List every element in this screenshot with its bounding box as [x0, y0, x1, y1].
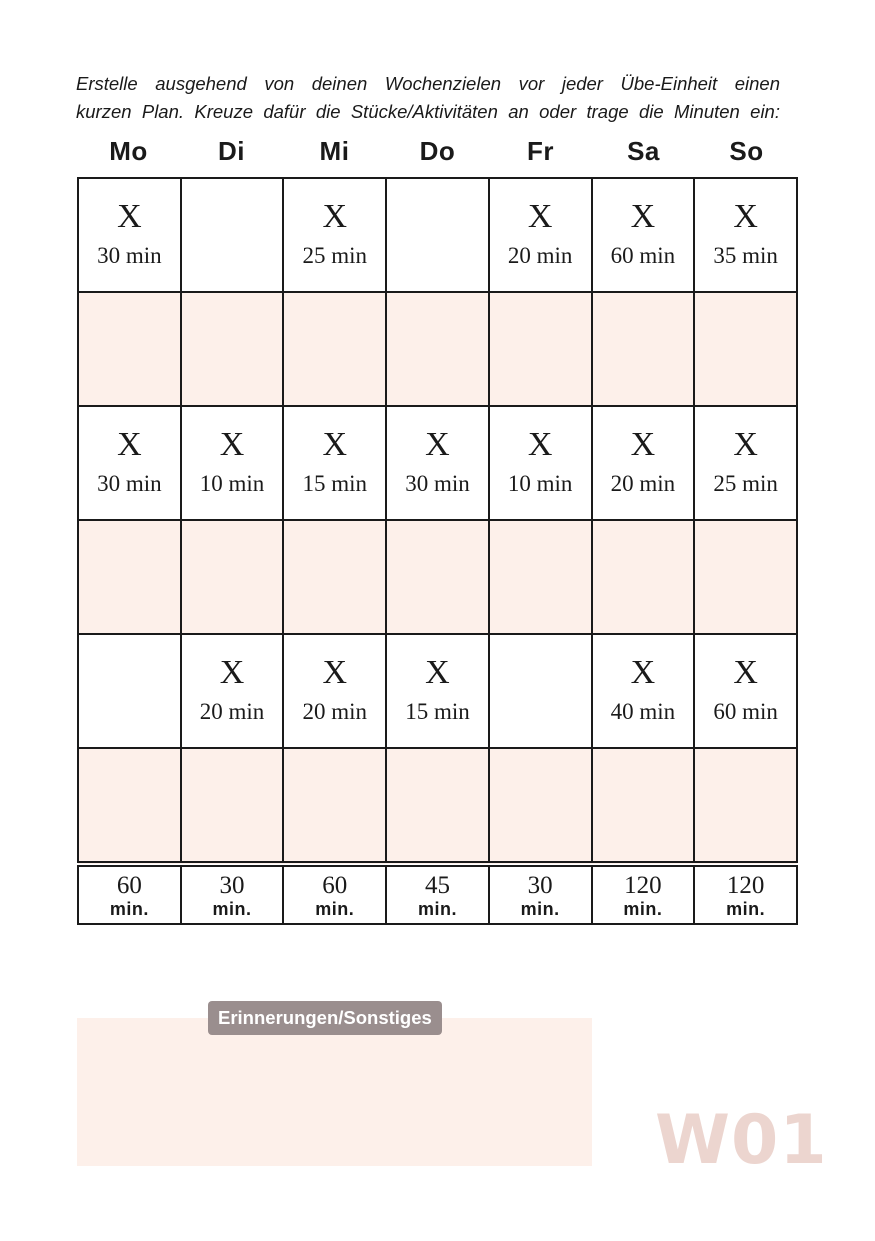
check-mark: X — [117, 426, 142, 463]
total-unit: min. — [212, 899, 252, 919]
total-unit: min. — [109, 899, 149, 919]
plan-cell-fr[interactable] — [489, 292, 592, 406]
plan-cell-mo[interactable] — [78, 520, 181, 634]
plan-cell-do[interactable] — [386, 520, 489, 634]
plan-cell-do[interactable] — [386, 178, 489, 292]
check-mark: X — [733, 426, 758, 463]
plan-entry-row — [78, 406, 797, 520]
total-cell-so — [694, 864, 797, 924]
total-cell-mi — [283, 864, 386, 924]
check-mark: X — [630, 426, 656, 463]
day-header-so: So — [729, 136, 764, 166]
total-unit: min. — [520, 899, 560, 919]
plan-cell-di[interactable] — [181, 292, 284, 406]
plan-cell-sa[interactable] — [592, 406, 695, 520]
plan-cell-do[interactable] — [386, 634, 489, 748]
plan-cell-sa[interactable] — [592, 178, 695, 292]
plan-cell-sa[interactable] — [592, 634, 695, 748]
plan-cell-so[interactable] — [694, 292, 797, 406]
minutes-value: 10 min — [199, 471, 265, 496]
plan-cell-do[interactable] — [386, 406, 489, 520]
minutes-value: 25 min — [302, 243, 368, 268]
plan-cell-di[interactable] — [181, 634, 284, 748]
plan-cell-mi[interactable] — [283, 520, 386, 634]
check-mark: X — [630, 198, 656, 235]
plan-cell-mo[interactable] — [78, 178, 181, 292]
check-mark: X — [527, 426, 553, 463]
plan-shaded-row — [78, 292, 797, 406]
minutes-value: 15 min — [405, 699, 470, 724]
plan-cell-do[interactable] — [386, 748, 489, 864]
total-minutes: 120 — [726, 872, 765, 899]
minutes-value: 20 min — [302, 699, 368, 724]
minutes-value: 20 min — [199, 699, 265, 724]
check-mark: X — [425, 426, 450, 463]
minutes-value: 10 min — [507, 471, 573, 496]
plan-cell-sa[interactable] — [592, 292, 695, 406]
plan-cell-di[interactable] — [181, 748, 284, 864]
minutes-value: 25 min — [713, 471, 778, 496]
plan-cell-so[interactable] — [694, 520, 797, 634]
plan-shaded-row — [78, 520, 797, 634]
weekly-plan-table — [77, 177, 798, 925]
minutes-value: 30 min — [405, 471, 470, 496]
check-mark: X — [527, 198, 553, 235]
total-unit: min. — [623, 899, 663, 919]
plan-cell-fr[interactable] — [489, 748, 592, 864]
minutes-value: 40 min — [610, 699, 676, 724]
totals-row — [78, 864, 797, 924]
plan-cell-so[interactable] — [694, 634, 797, 748]
plan-cell-mi[interactable] — [283, 748, 386, 864]
minutes-value: 20 min — [610, 471, 676, 496]
instructions-line-1: Erstelle ausgehend von deinen Wochenzielen vor jeder Übe-Einheit einen — [76, 73, 780, 94]
plan-cell-fr[interactable] — [489, 520, 592, 634]
plan-cell-mi[interactable] — [283, 178, 386, 292]
notes-area[interactable] — [77, 1018, 592, 1166]
day-header-fr: Fr — [527, 136, 554, 166]
check-mark: X — [322, 198, 348, 235]
plan-cell-so[interactable] — [694, 178, 797, 292]
plan-cell-fr[interactable] — [489, 178, 592, 292]
minutes-value: 30 min — [97, 471, 162, 496]
total-cell-sa — [592, 864, 695, 924]
total-minutes: 60 — [116, 872, 142, 899]
day-header-do: Do — [419, 136, 456, 166]
plan-cell-mi[interactable] — [283, 292, 386, 406]
plan-cell-di[interactable] — [181, 520, 284, 634]
total-cell-mo — [78, 864, 181, 924]
plan-cell-mi[interactable] — [283, 406, 386, 520]
total-unit: min. — [315, 899, 355, 919]
total-unit: min. — [417, 899, 457, 919]
check-mark: X — [630, 654, 656, 691]
instructions-line-2: kurzen Plan. Kreuze dafür die Stücke/Aktivitäten an oder trage die Minuten ein: — [76, 101, 780, 122]
check-mark: X — [322, 426, 348, 463]
minutes-value: 35 min — [713, 243, 778, 268]
minutes-value: 60 min — [610, 243, 676, 268]
day-header-row — [77, 132, 798, 170]
day-header-sa: Sa — [627, 136, 660, 166]
total-unit: min. — [726, 899, 766, 919]
total-cell-di — [181, 864, 284, 924]
total-minutes: 45 — [424, 872, 450, 899]
plan-cell-mo[interactable] — [78, 748, 181, 864]
minutes-value: 20 min — [507, 243, 573, 268]
check-mark: X — [219, 654, 245, 691]
plan-cell-so[interactable] — [694, 748, 797, 864]
plan-cell-do[interactable] — [386, 292, 489, 406]
plan-cell-so[interactable] — [694, 406, 797, 520]
plan-cell-fr[interactable] — [489, 634, 592, 748]
total-minutes: 120 — [624, 872, 662, 899]
total-cell-fr — [489, 864, 592, 924]
check-mark: X — [733, 654, 758, 691]
day-header-mi: Mi — [319, 136, 350, 166]
check-mark: X — [219, 426, 245, 463]
total-cell-do — [386, 864, 489, 924]
check-mark: X — [117, 198, 142, 235]
total-minutes: 30 — [527, 872, 553, 899]
total-minutes: 30 — [219, 872, 245, 899]
plan-shaded-row — [78, 748, 797, 864]
plan-cell-di[interactable] — [181, 406, 284, 520]
total-minutes: 60 — [322, 872, 348, 899]
week-code: W01 — [655, 1101, 828, 1180]
plan-cell-mo[interactable] — [78, 292, 181, 406]
instructions-text — [76, 70, 780, 126]
check-mark: X — [733, 198, 758, 235]
day-header-mo: Mo — [109, 136, 148, 166]
check-mark: X — [425, 654, 450, 691]
plan-entry-row — [78, 634, 797, 748]
minutes-value: 30 min — [97, 243, 162, 268]
plan-cell-mo[interactable] — [78, 406, 181, 520]
day-header-di: Di — [218, 136, 245, 166]
notes-label: Erinnerungen/Sonstiges — [208, 1001, 442, 1035]
minutes-value: 15 min — [302, 471, 368, 496]
plan-cell-di[interactable] — [181, 178, 284, 292]
check-mark: X — [322, 654, 348, 691]
plan-cell-mo[interactable] — [78, 634, 181, 748]
plan-cell-mi[interactable] — [283, 634, 386, 748]
plan-cell-fr[interactable] — [489, 406, 592, 520]
plan-cell-sa[interactable] — [592, 748, 695, 864]
plan-cell-sa[interactable] — [592, 520, 695, 634]
minutes-value: 60 min — [713, 699, 778, 724]
plan-entry-row — [78, 178, 797, 292]
